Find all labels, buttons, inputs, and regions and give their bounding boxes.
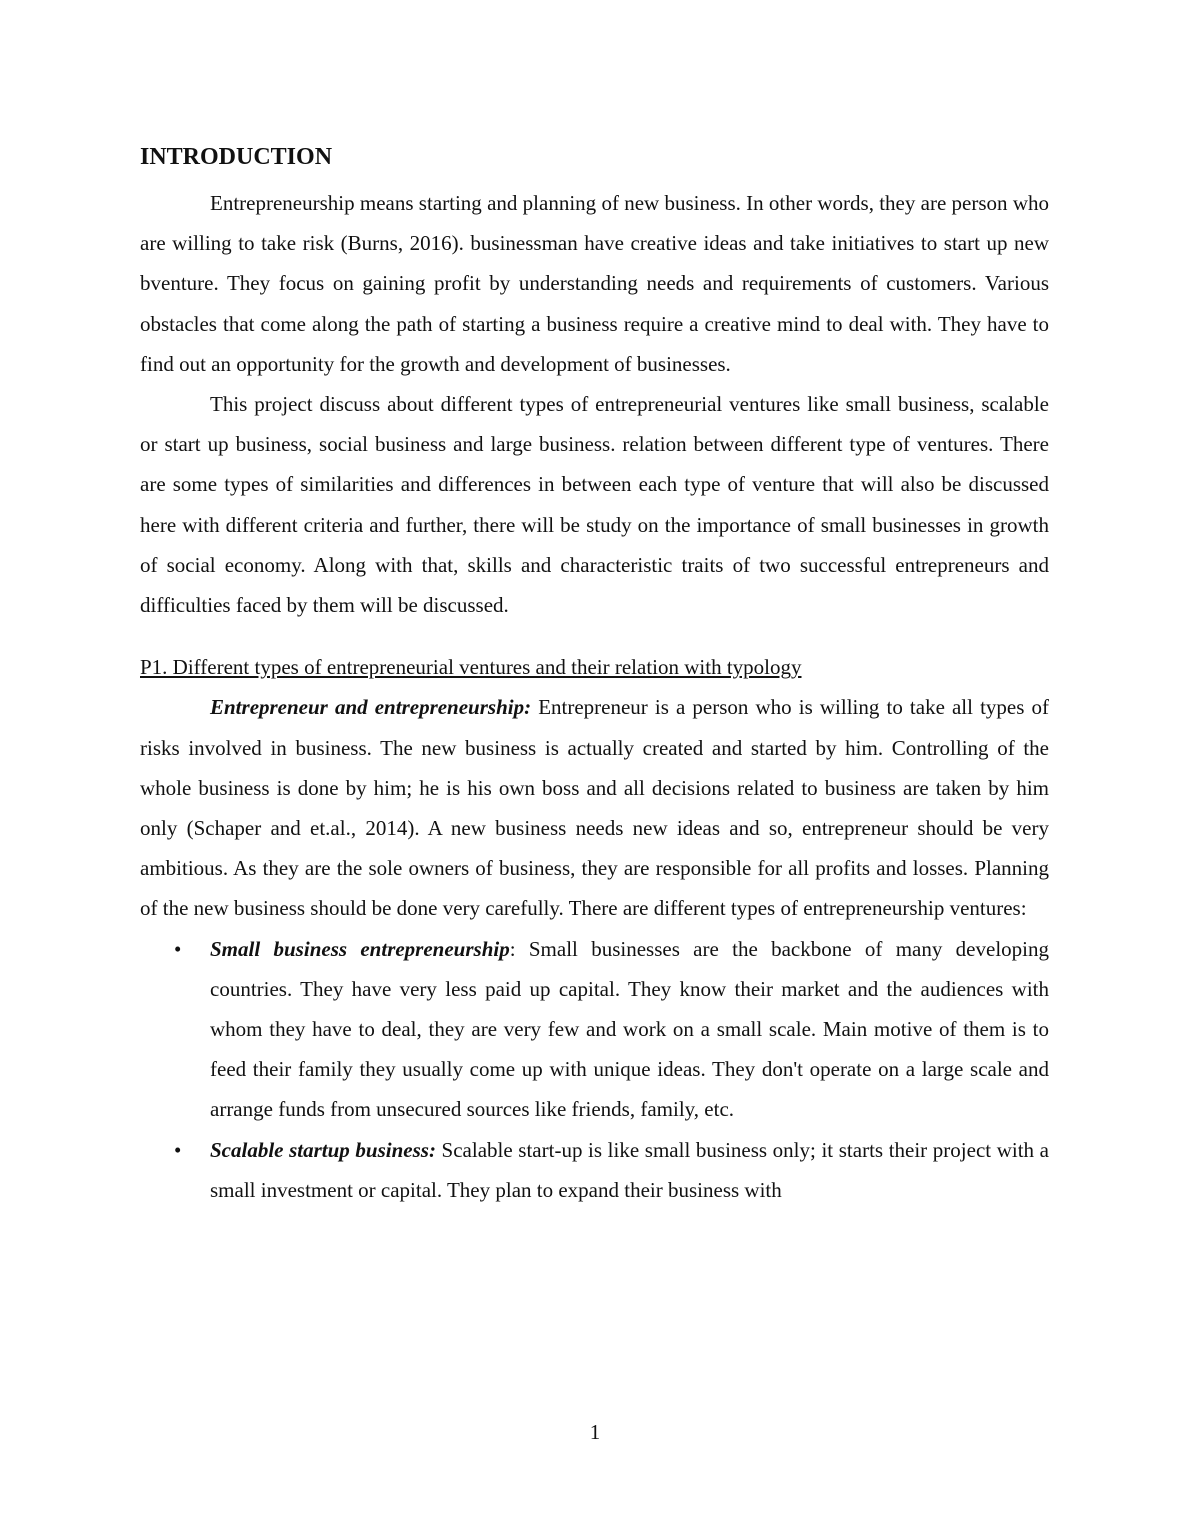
page-content	[140, 139, 1049, 1210]
section-paragraph-text: Entrepreneur is a person who is willing to take all types of risks involved in business. The new business is actually created and started by him. Controlling of the whole business is done by him; he is his own boss and all decisions related to business are taken by him only (Schaper and et.al., 2014). A new business needs new ideas and so, entrepreneur should be very ambitious. As they are the sole owners of business, they are responsible for all profits and losses. Planning of the new business should be done very carefully. There are different types of entrepreneurship ventures:	[140, 695, 1050, 921]
page-number: 1	[589, 1420, 601, 1444]
section-heading-p1: P1. Different types of entrepreneurial ventures and their relation with typology	[140, 655, 802, 680]
list-item-lead: Scalable startup business:	[210, 1137, 436, 1162]
list-item	[140, 1130, 1049, 1210]
bullet-icon: •	[174, 936, 182, 961]
section-paragraph	[140, 687, 1049, 928]
list-item-lead: Small business entrepreneurship	[210, 936, 510, 961]
section-paragraph-lead: Entrepreneur and entrepreneurship:	[210, 695, 532, 720]
intro-paragraph-2: This project discuss about different types of entrepreneurial ventures like small business, scalable or start up business, social business and large business. relation between different type of ventures. There are some types of similarities and differences in between each type of venture that will also be discussed here with different criteria and further, there will be study on the importance of small businesses in growth of social economy. Along with that, skills and characteristic traits of two successful entrepreneurs and difficulties faced by them will be discussed.	[140, 392, 1049, 618]
intro-paragraph-1: Entrepreneurship means starting and planning of new business. In other words, they are person who are willing to take risk (Burns, 2016). businessman have creative ideas and take initiatives to start up new bventure. They focus on gaining profit by understanding needs and requirements of customers. Various obstacles that come along the path of starting a business require a creative mind to deal with. They have to find out an opportunity for the growth and development of businesses.	[140, 191, 1049, 376]
bullet-icon: •	[174, 1137, 182, 1162]
introduction-heading: INTRODUCTION	[140, 144, 333, 170]
list-item	[140, 929, 1049, 1130]
venture-types-list	[140, 929, 1049, 1210]
list-item-text: Scalable start-up is like small business only; it starts their project with a small investment or capital. They plan to expand their business with	[210, 1137, 1049, 1202]
list-item-text: : Small businesses are the backbone of many developing countries. They have very less paid up capital. They know their market and the audiences with whom they have to deal, they are very few and work on a small scale. Main motive of them is to feed their family they usually come up with unique ideas. They don't operate on a large scale and arrange funds from unsecured sources like friends, family, etc.	[210, 936, 1049, 1122]
